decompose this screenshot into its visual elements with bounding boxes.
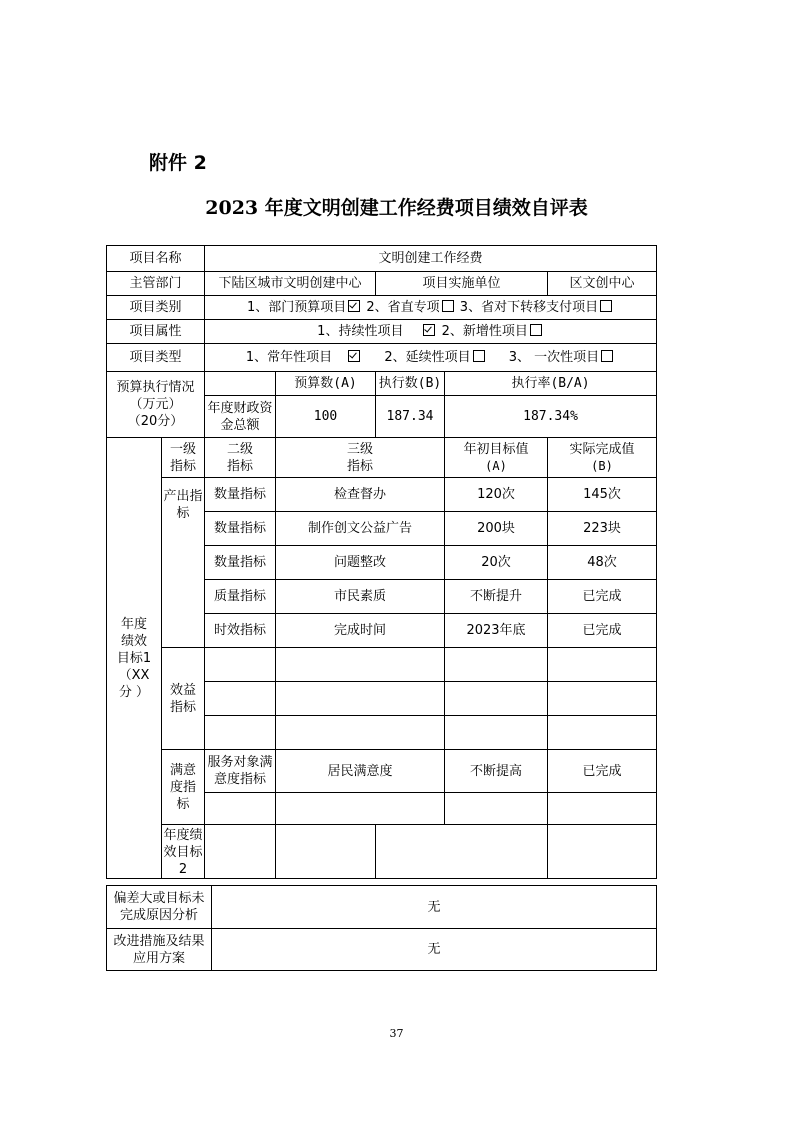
table-cell-level2: 数量指标: [205, 546, 276, 580]
budget-col-header: 预算数(A): [276, 372, 376, 396]
type-option-1: 1、常年性项目: [245, 350, 333, 365]
category-options: [205, 296, 657, 320]
improvement-label: 改进措施及结果 应用方案: [107, 929, 212, 971]
goal2-label: 年度绩 效目标2: [162, 825, 205, 879]
category-option-2: 2、省直专项: [366, 300, 440, 315]
table-cell-target: 不断提高: [445, 750, 548, 793]
table-cell-level3: 问题整改: [276, 546, 445, 580]
empty-cell: [276, 793, 445, 825]
unchecked-checkbox-icon: [473, 350, 485, 362]
table-cell-level2: 质量指标: [205, 580, 276, 614]
category-option-1: 1、部门预算项目: [246, 300, 347, 315]
attribute-label: 项目属性: [107, 320, 205, 344]
page-number: 37: [389, 1027, 404, 1040]
empty-cell: [548, 825, 657, 879]
dept-label: 主管部门: [107, 272, 205, 296]
empty-cell: [445, 716, 548, 750]
table-cell-target: 2023年底: [445, 614, 548, 648]
exec-col-header: 执行数(B): [376, 372, 445, 396]
table-cell-actual: 48次: [548, 546, 657, 580]
table-cell-actual: 145次: [548, 478, 657, 512]
actual-header: 实际完成值 (B): [548, 438, 657, 478]
table-cell-level3: 制作创文公益广告: [276, 512, 445, 546]
table-cell-actual: 已完成: [548, 750, 657, 793]
type-option-2: 2、延续性项目: [384, 350, 471, 365]
attribute-option-2: 2、新增性项目: [441, 324, 528, 339]
attribute-options: [205, 320, 657, 344]
empty-cell: [445, 793, 548, 825]
rate-col-header: 执行率(B/A): [445, 372, 657, 396]
unchecked-checkbox-icon: [600, 300, 612, 312]
category-option-3: 3、省对下转移支付项目: [459, 300, 599, 315]
table-cell-level2: 数量指标: [205, 512, 276, 546]
type-label: 项目类型: [107, 344, 205, 372]
level1-header: 一级 指标: [162, 438, 205, 478]
project-name-label: 项目名称: [107, 246, 205, 272]
budget-value: 100: [276, 396, 376, 438]
unchecked-checkbox-icon: [442, 300, 454, 312]
table-cell-level2: 时效指标: [205, 614, 276, 648]
target-header: 年初目标值 (A): [445, 438, 548, 478]
output-indicator-label: 产出指 标: [162, 478, 205, 648]
level3-header: 三级 指标: [276, 438, 445, 478]
table-cell-target: 120次: [445, 478, 548, 512]
table-cell-level3: 居民满意度: [276, 750, 445, 793]
budget-label: [107, 372, 205, 438]
checked-checkbox-icon: [423, 324, 435, 336]
empty-cell: [376, 825, 548, 879]
empty-cell: [276, 716, 445, 750]
exec-value: 187.34: [376, 396, 445, 438]
blank-cell: [205, 372, 276, 396]
level2-header: 二级 指标: [205, 438, 276, 478]
project-name-value: 文明创建工作经费: [205, 246, 657, 272]
empty-cell: [276, 682, 445, 716]
empty-cell: [548, 682, 657, 716]
empty-cell: [205, 648, 276, 682]
attribute-option-1: 1、持续性项目: [317, 324, 404, 339]
benefit-indicator-label: 效益 指标: [162, 648, 205, 750]
checked-checkbox-icon: [348, 300, 360, 312]
table-cell-target: 不断提升: [445, 580, 548, 614]
deviation-label: 偏差大或目标未 完成原因分析: [107, 886, 212, 929]
dept-value: 下陆区城市文明创建中心: [205, 272, 376, 296]
empty-cell: [548, 793, 657, 825]
budget-label-line: （万元）: [129, 397, 182, 412]
table-cell-actual: 已完成: [548, 614, 657, 648]
empty-cell: [205, 716, 276, 750]
empty-cell: [276, 648, 445, 682]
table-cell-actual: 223块: [548, 512, 657, 546]
empty-cell: [205, 793, 276, 825]
fiscal-total-label-line: 金总额: [220, 417, 260, 433]
unchecked-checkbox-icon: [601, 350, 613, 362]
improvement-value: 无: [212, 929, 657, 971]
empty-cell: [445, 648, 548, 682]
annex-label: 附件 2: [149, 152, 207, 174]
table-cell-level3: 市民素质: [276, 580, 445, 614]
empty-cell: [445, 682, 548, 716]
empty-cell: [548, 716, 657, 750]
fiscal-total-label: [205, 396, 276, 438]
goal1-label-line: 分 ）: [118, 684, 150, 700]
goal1-label-line: 目标1: [116, 650, 152, 666]
type-options: [205, 344, 657, 372]
goal1-label-line: 年度: [120, 616, 147, 632]
goal1-label: [107, 438, 162, 879]
empty-cell: [205, 682, 276, 716]
unit-label: 项目实施单位: [376, 272, 548, 296]
type-option-3: 3、 一次性项目: [508, 350, 600, 365]
unchecked-checkbox-icon: [530, 324, 542, 336]
unit-value: 区文创中心: [548, 272, 657, 296]
category-label: 项目类别: [107, 296, 205, 320]
table-cell-level2: 服务对象满 意度指标: [205, 750, 276, 793]
performance-table: [106, 245, 657, 879]
table-cell-level2: 数量指标: [205, 478, 276, 512]
analysis-table: [106, 885, 657, 971]
page-title: 2023 年度文明创建工作经费项目绩效自评表: [205, 197, 588, 219]
table-cell-level3: 检查督办: [276, 478, 445, 512]
goal1-label-line: 绩效: [120, 633, 147, 649]
table-cell-actual: 已完成: [548, 580, 657, 614]
budget-label-line: 预算执行情况: [116, 380, 195, 395]
table-cell-target: 200块: [445, 512, 548, 546]
fiscal-total-label-line: 年度财政资: [207, 400, 273, 416]
empty-cell: [205, 825, 276, 879]
goal1-label-line: （XX: [118, 667, 150, 683]
table-cell-level3: 完成时间: [276, 614, 445, 648]
budget-label-line: （20分）: [127, 414, 184, 429]
empty-cell: [276, 825, 376, 879]
checked-checkbox-icon: [348, 350, 360, 362]
deviation-value: 无: [212, 886, 657, 929]
rate-value: 187.34%: [445, 396, 657, 438]
satisfaction-indicator-label: 满意 度指 标: [162, 750, 205, 825]
empty-cell: [548, 648, 657, 682]
table-cell-target: 20次: [445, 546, 548, 580]
